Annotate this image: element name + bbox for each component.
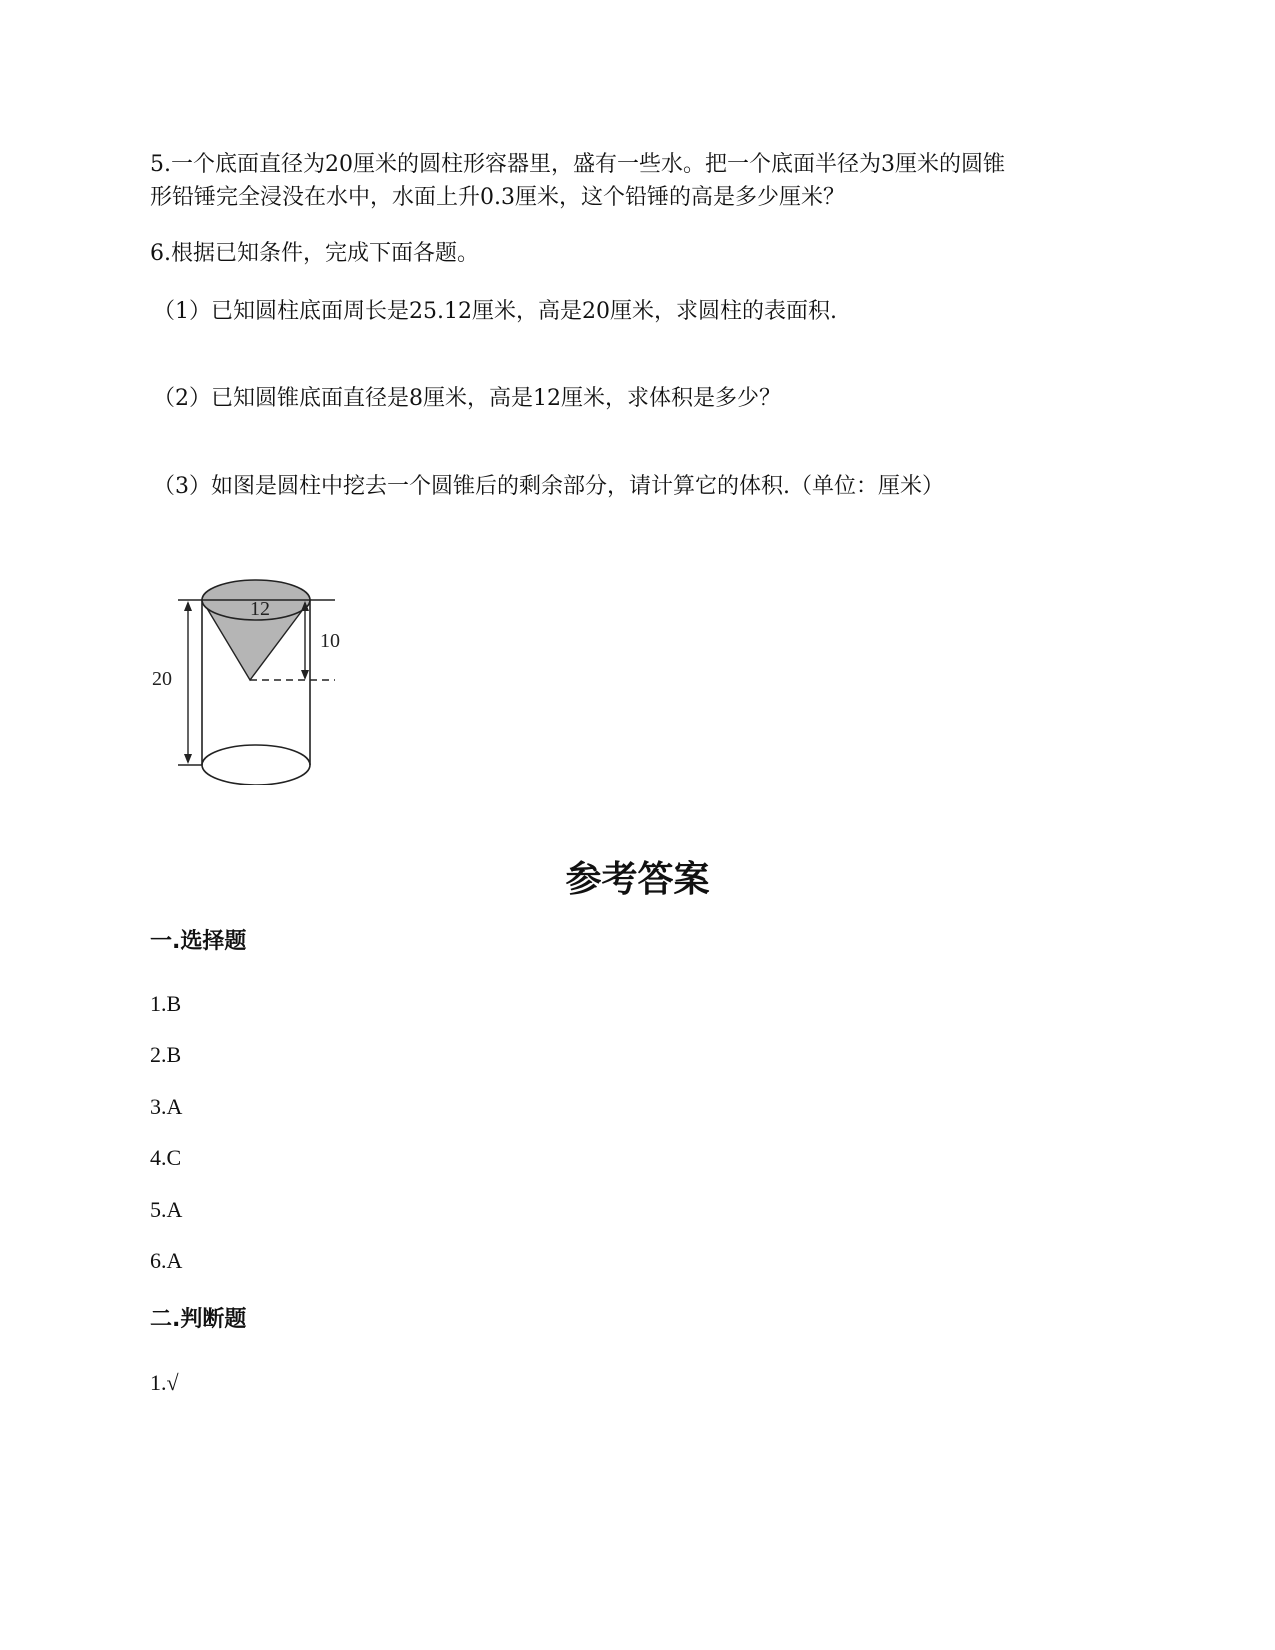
cylinder-height-arrow-bottom (184, 754, 192, 764)
cylinder-height-label: 20 (152, 668, 172, 690)
question-6-part-2: （2）已知圆锥底面直径是8厘米，高是12厘米，求体积是多少？ (153, 386, 781, 411)
question-6-part-1: （1）已知圆柱底面周长是25.12厘米，高是20厘米，求圆柱的表面积. (153, 299, 837, 324)
section-choice-heading: 一.选择题 (150, 929, 247, 954)
choice-answer-6: 6.A (150, 1248, 183, 1273)
question-6-part-3: （3）如图是圆柱中挖去一个圆锥后的剩余部分，请计算它的体积.（单位：厘米） (153, 474, 944, 499)
choice-answer-5: 5.A (150, 1197, 183, 1222)
question-5-line-1: 5.一个底面直径为20厘米的圆柱形容器里，盛有一些水。把一个底面半径为3厘米的圆锥 (150, 152, 1005, 177)
choice-answer-2: 2.B (150, 1042, 182, 1067)
choice-answer-1: 1.B (150, 991, 182, 1016)
cylinder-bottom-ellipse (202, 745, 310, 785)
question-6: 6.根据已知条件，完成下面各题。 (150, 241, 479, 266)
choice-answer-4: 4.C (150, 1145, 182, 1170)
cone-height-arrow-bottom (301, 670, 309, 680)
question-5-line-2: 形铅锤完全浸没在水中，水面上升0.3厘米，这个铅锤的高是多少厘米？ (150, 185, 845, 210)
section-judge-heading: 二.判断题 (150, 1307, 247, 1332)
answer-key-title: 参考答案 (565, 859, 710, 900)
diameter-label: 12 (250, 598, 270, 620)
judge-answer-1: 1.√ (150, 1370, 179, 1395)
choice-answer-3: 3.A (150, 1094, 183, 1119)
cylinder-height-arrow-top (184, 601, 192, 611)
cylinder-cone-figure (150, 565, 370, 785)
cone-height-label: 10 (320, 630, 340, 652)
